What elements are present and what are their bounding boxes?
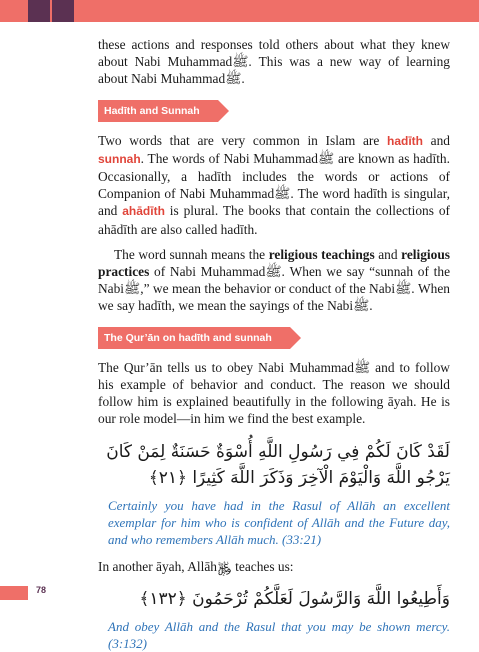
page-content (98, 36, 450, 652)
translation-3-132: And obey Allāh and the Rasul that you may be shown mercy. (3:132) (108, 618, 450, 651)
text-run: The word sunnah means the (114, 246, 269, 262)
text-run: . The words of Nabi Muhammadﷺ are known as hadīth. Occasionally, a hadīth includes the words or actions of Companion of Nabi Muhammadﷺ. The word hadīth is singular, and (98, 150, 450, 219)
header-block-right (52, 0, 74, 22)
keyword-religious-practices: religious practices (98, 246, 450, 280)
header-block-left (28, 0, 50, 22)
translation-33-21: Certainly you have had in the Rasul of Allāh an excellent exemplar for him who is confident of Allāh and the Future day, and who remembers Allāh much. (33:21) (108, 498, 450, 548)
another-ayah-intro: In another āyah, Allāh﷿ teaches us: (98, 559, 294, 575)
section-heading-text: The Qur’ān on hadīth and sunnah (104, 331, 272, 344)
keyword-sunnah: sunnah (98, 151, 141, 166)
text-run: Two words that are very common in Islam are (98, 132, 387, 148)
text-run: of Nabi Muhammadﷺ. When we say “sunnah of the Nabiﷺ,” we mean the behavior or conduct of the Nabiﷺ. When we say hadīth, we mean the sayings of the Nabiﷺ. (98, 264, 451, 314)
banner-arrow-icon (218, 100, 229, 122)
arabic-ayah-3-132: وَأَطِيعُوا اللَّهَ وَالرَّسُولَ لَعَلَّكُمْ تُرْحَمُونَ ﴿١٣٢﴾ (139, 588, 450, 609)
page-number: 78 (36, 585, 47, 595)
arabic-ayah-33-21: لَقَدْ كَانَ لَكُمْ فِي رَسُولِ اللَّهِ أُسْوَةٌ حَسَنَةٌ لِمَنْ كَانَ يَرْجُو اللَّهَ وَالْيَوْمَ الْآخِرَ وَذَكَرَ اللَّهَ كَثِيرًا ﴿٢١﴾ (106, 442, 450, 489)
footer-bar (0, 586, 28, 600)
text-run: and (423, 132, 451, 148)
quran-paragraph: The Qur’ān tells us to obey Nabi Muhammadﷺ and to follow his example of behavior and conduct. The reason we should follow him is explained beautifully in the following āyah. He is our role model—in him we find the best example. (98, 359, 450, 427)
keyword-ahadith: ahādīth (122, 204, 165, 219)
hadith-sunnah-paragraph-2 (98, 246, 450, 315)
text-run: is plural. The books that contain the collections of ahādīth are also called hadīth. (98, 203, 450, 237)
section-heading-text: Hadīth and Sunnah (104, 104, 200, 117)
banner-arrow-icon (290, 327, 301, 349)
intro-paragraph: these actions and responses told others about what they knew about Nabi Muhammadﷺ. This was a new way of learning about Nabi Muhammadﷺ. (98, 37, 450, 87)
hadith-sunnah-paragraph-1 (98, 132, 450, 238)
keyword-religious-teachings: religious teachings (268, 246, 375, 262)
text-run: and (374, 246, 402, 262)
section-heading-quran (98, 327, 290, 349)
section-heading-hadith-sunnah (98, 100, 218, 122)
keyword-hadith: hadīth (387, 133, 423, 148)
